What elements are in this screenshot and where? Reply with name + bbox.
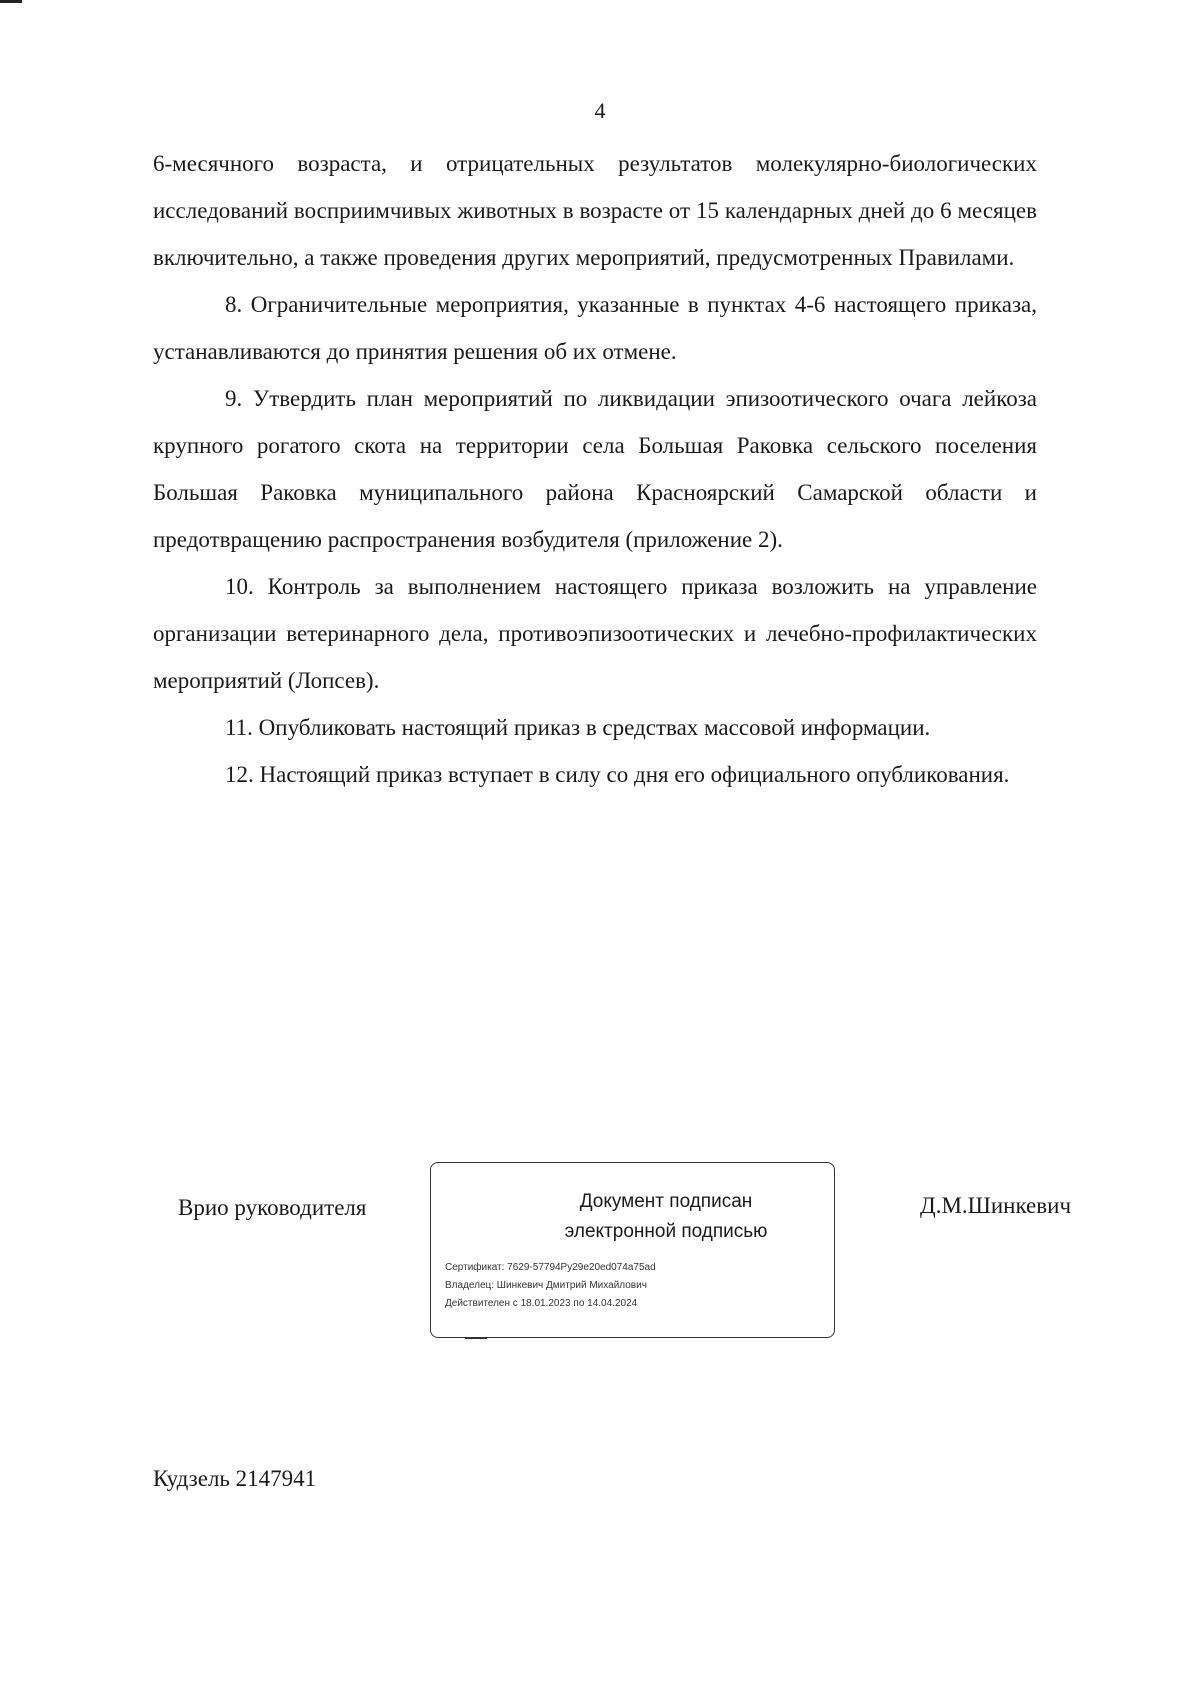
paragraph-7-continuation: 6-месячного возраста, и отрицательных результатов молекулярно-биологических исследований восприимчивых животных в возрасте от 15 календарных дней до 6 месяцев включительно, а также проведения других мероприятий, предусмотренных Правилами. [153, 151, 1037, 270]
esign-title [521, 1187, 811, 1247]
scan-edge-mark [0, 0, 22, 3]
paragraph-8: 8. Ограничительные мероприятия, указанные в пунктах 4-6 настоящего приказа, устанавливаются до принятия решения об их отмене. [153, 292, 1037, 364]
paragraph-9: 9. Утвердить план мероприятий по ликвидации эпизоотического очага лейкоза крупного рогатого скота на территории села Большая Раковка сельского поселения Большая Раковка муниципального района Красноярский Самарской области и предотвращению распространения возбудителя (приложение 2). [153, 386, 1037, 552]
esign-validity: Действителен с 18.01.2023 по 14.04.2024 [445, 1298, 638, 1309]
electronic-signature-stamp [430, 1162, 835, 1338]
paragraph-11: 11. Опубликовать настоящий приказ в средствах массовой информации. [225, 715, 931, 740]
signer-title: Врио руководителя [178, 1195, 367, 1220]
document-body [153, 140, 1037, 798]
paragraph-12: 12. Настоящий приказ вступает в силу со дня его официального опубликования. [225, 762, 1010, 787]
esign-underline [465, 1337, 487, 1339]
esign-title-line2: электронной подписью [564, 1221, 768, 1242]
esign-details [445, 1259, 825, 1313]
executor-note: Кудзель 2147941 [153, 1466, 317, 1491]
esign-title-line1: Документ подписан [579, 1191, 753, 1212]
paragraph-10: 10. Контроль за выполнением настоящего приказа возложить на управление организации ветеринарного дела, противоэпизоотических и лечебно-профилактических мероприятий (Лопсев). [153, 574, 1037, 693]
esign-certificate: Сертификат: 7629-57794Ру29е20еd074а75аd [445, 1262, 656, 1273]
page-number: 4 [594, 98, 606, 123]
signer-name: Д.М.Шинкевич [920, 1193, 1072, 1218]
esign-owner: Владелец: Шинкевич Дмитрий Михайлович [445, 1280, 647, 1291]
